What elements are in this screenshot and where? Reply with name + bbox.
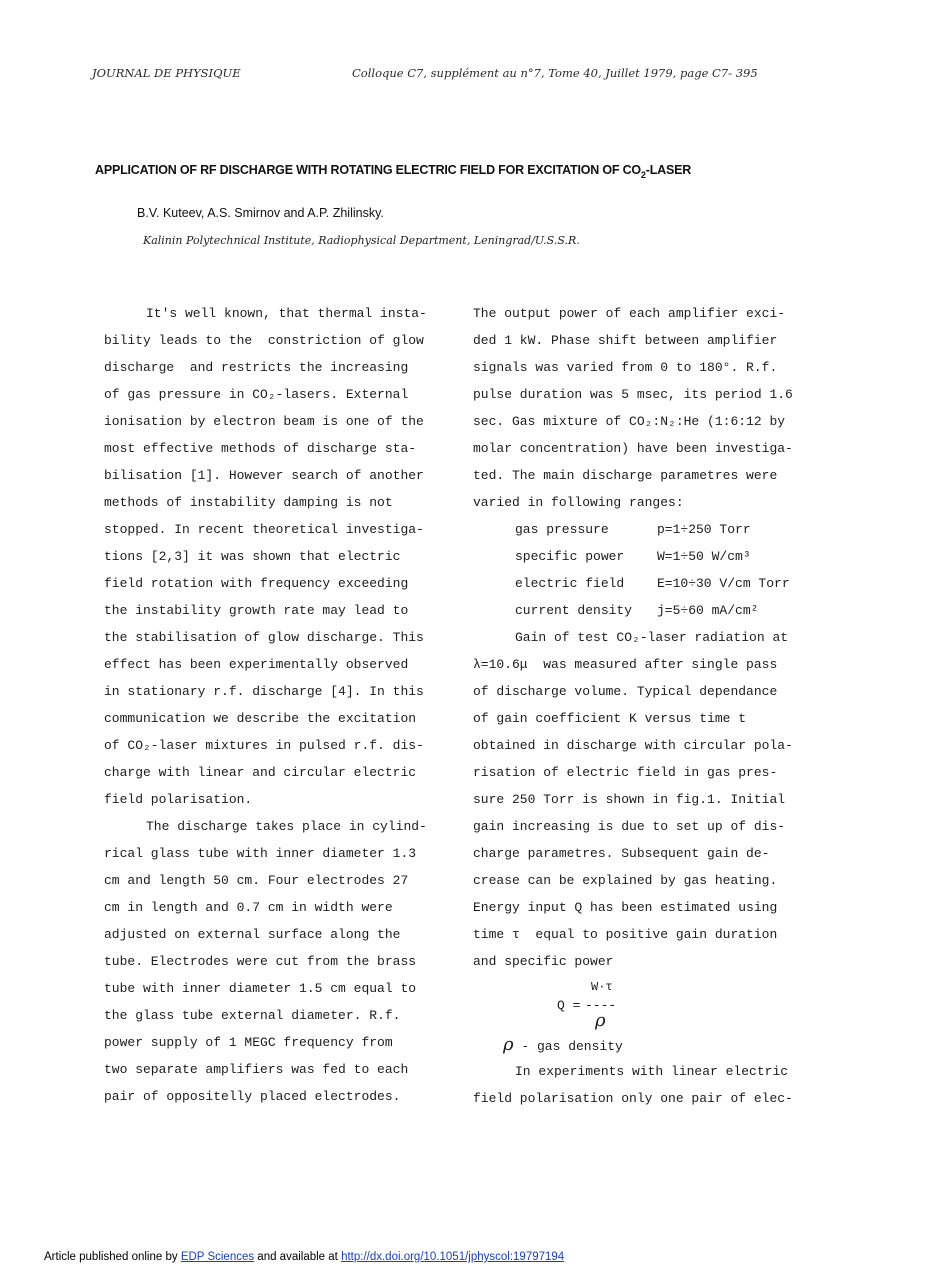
text-line: the stabilisation of glow discharge. This bbox=[104, 630, 424, 645]
left-column bbox=[104, 303, 456, 1113]
formula-bar: ---- bbox=[585, 998, 617, 1013]
author-list: B.V. Kuteev, A.S. Smirnov and A.P. Zhilinsky. bbox=[137, 206, 384, 220]
text-line: field polarisation only one pair of elec- bbox=[473, 1091, 793, 1106]
text-line: It's well known, that thermal insta- bbox=[146, 306, 427, 321]
parameter-name: gas pressure bbox=[515, 522, 609, 537]
text-line: pair of oppositelly placed electrodes. bbox=[104, 1089, 401, 1104]
footer-prefix: Article published online by bbox=[44, 1251, 181, 1263]
text-line: in stationary r.f. discharge [4]. In this bbox=[104, 684, 424, 699]
right-column-top bbox=[473, 303, 825, 519]
text-line: crease can be explained by gas heating. bbox=[473, 873, 778, 888]
text-line: the instability growth rate may lead to bbox=[104, 603, 409, 618]
parameter-row bbox=[473, 600, 825, 627]
text-line: adjusted on external surface along the bbox=[104, 927, 401, 942]
text-line: of CO₂-laser mixtures in pulsed r.f. dis- bbox=[104, 738, 424, 753]
text-line: signals was varied from 0 to 180°. R.f. bbox=[473, 360, 778, 375]
rho-definition bbox=[473, 1034, 825, 1061]
affiliation: Kalinin Polytechnical Institute, Radiophysical Department, Leningrad/U.S.S.R. bbox=[143, 234, 580, 247]
right-column-mid bbox=[473, 627, 825, 978]
text-line: field rotation with frequency exceeding bbox=[104, 576, 409, 591]
text-line: two separate amplifiers was fed to each bbox=[104, 1062, 409, 1077]
text-line: ted. The main discharge parametres were bbox=[473, 468, 778, 483]
text-line: of discharge volume. Typical dependance bbox=[473, 684, 778, 699]
text-line: communication we describe the excitation bbox=[104, 711, 417, 726]
parameter-name: current density bbox=[515, 603, 633, 618]
text-line: In experiments with linear electric bbox=[515, 1064, 789, 1079]
parameter-row bbox=[473, 546, 825, 573]
parameter-value: j=5÷60 mA/cm² bbox=[657, 603, 759, 618]
text-line: stopped. In recent theoretical investiga- bbox=[104, 522, 424, 537]
formula-lhs: Q = bbox=[557, 998, 581, 1013]
text-line: time τ equal to positive gain duration bbox=[473, 927, 778, 942]
text-line: λ=10.6μ was measured after single pass bbox=[473, 657, 778, 672]
formula-denominator: ρ bbox=[595, 1010, 606, 1031]
title-subscript: 2 bbox=[640, 170, 646, 180]
text-line: sure 250 Torr is shown in fig.1. Initial bbox=[473, 792, 786, 807]
text-line: rical glass tube with inner diameter 1.3 bbox=[104, 846, 417, 861]
text-line: power supply of 1 MEGC frequency from bbox=[104, 1035, 393, 1050]
text-line: discharge and restricts the increasing bbox=[104, 360, 409, 375]
title-main: APPLICATION OF RF DISCHARGE WITH ROTATING ELECTRIC FIELD FOR EXCITATION OF CO bbox=[95, 163, 641, 177]
text-line: bility leads to the constriction of glow bbox=[104, 333, 424, 348]
running-header-journal: JOURNAL DE PHYSIQUE bbox=[92, 66, 241, 80]
formula-numerator: W·τ bbox=[591, 980, 613, 994]
text-line: cm in length and 0.7 cm in width were bbox=[104, 900, 393, 915]
text-line: molar concentration) have been investiga- bbox=[473, 441, 793, 456]
parameter-value: W=1÷50 W/cm³ bbox=[657, 549, 751, 564]
title-end: -LASER bbox=[645, 163, 692, 177]
right-column bbox=[473, 303, 825, 1115]
energy-formula bbox=[473, 978, 825, 1034]
rho-text: - gas density bbox=[513, 1039, 623, 1054]
text-line: The discharge takes place in cylind- bbox=[146, 819, 427, 834]
text-line: Gain of test CO₂-laser radiation at bbox=[515, 630, 789, 645]
text-line: most effective methods of discharge sta- bbox=[104, 441, 417, 456]
text-line: and specific power bbox=[473, 954, 614, 969]
text-line: methods of instability damping is not bbox=[104, 495, 393, 510]
doi-link[interactable]: http://dx.doi.org/10.1051/jphyscol:19797194 bbox=[341, 1251, 565, 1263]
text-line: tube with inner diameter 1.5 cm equal to bbox=[104, 981, 417, 996]
text-line: risation of electric field in gas pres- bbox=[473, 765, 778, 780]
text-line: Energy input Q has been estimated using bbox=[473, 900, 778, 915]
text-line: of gain coefficient K versus time t bbox=[473, 711, 747, 726]
text-line: bilisation [1]. However search of another bbox=[104, 468, 424, 483]
parameter-name: specific power bbox=[515, 549, 625, 564]
text-line: gain increasing is due to set up of dis- bbox=[473, 819, 786, 834]
text-line: ded 1 kW. Phase shift between amplifier bbox=[473, 333, 778, 348]
parameter-list bbox=[473, 519, 825, 627]
paper-title bbox=[95, 163, 855, 180]
text-line: obtained in discharge with circular pola- bbox=[473, 738, 793, 753]
text-line: the glass tube external diameter. R.f. bbox=[104, 1008, 401, 1023]
parameter-value: p=1÷250 Torr bbox=[657, 522, 751, 537]
text-line: ionisation by electron beam is one of the bbox=[104, 414, 424, 429]
parameter-row bbox=[473, 573, 825, 600]
rho-symbol: ρ bbox=[503, 1034, 514, 1055]
text-line: tions [2,3] it was shown that electric bbox=[104, 549, 401, 564]
publisher-link[interactable]: EDP Sciences bbox=[180, 1251, 255, 1263]
text-line: of gas pressure in CO₂-lasers. External bbox=[104, 387, 409, 402]
text-line: cm and length 50 cm. Four electrodes 27 bbox=[104, 873, 409, 888]
parameter-name: electric field bbox=[515, 576, 625, 591]
text-line: varied in following ranges: bbox=[473, 495, 684, 510]
text-line: pulse duration was 5 msec, its period 1.6 bbox=[473, 387, 793, 402]
right-column-end bbox=[473, 1061, 825, 1115]
text-line: field polarisation. bbox=[104, 792, 253, 807]
text-line: sec. Gas mixture of CO₂:N₂:He (1:6:12 by bbox=[473, 414, 786, 429]
parameter-value: E=10÷30 V/cm Torr bbox=[657, 576, 790, 591]
text-line: The output power of each amplifier exci- bbox=[473, 306, 786, 321]
parameter-row bbox=[473, 519, 825, 546]
text-line: tube. Electrodes were cut from the brass bbox=[104, 954, 417, 969]
text-line: effect has been experimentally observed bbox=[104, 657, 409, 672]
publication-footer bbox=[44, 1251, 564, 1263]
footer-middle: and available at bbox=[254, 1251, 342, 1263]
running-header-citation: Colloque C7, supplément au n°7, Tome 40, Juillet 1979, page C7- 395 bbox=[352, 66, 758, 80]
text-line: charge parametres. Subsequent gain de- bbox=[473, 846, 770, 861]
text-line: charge with linear and circular electric bbox=[104, 765, 417, 780]
